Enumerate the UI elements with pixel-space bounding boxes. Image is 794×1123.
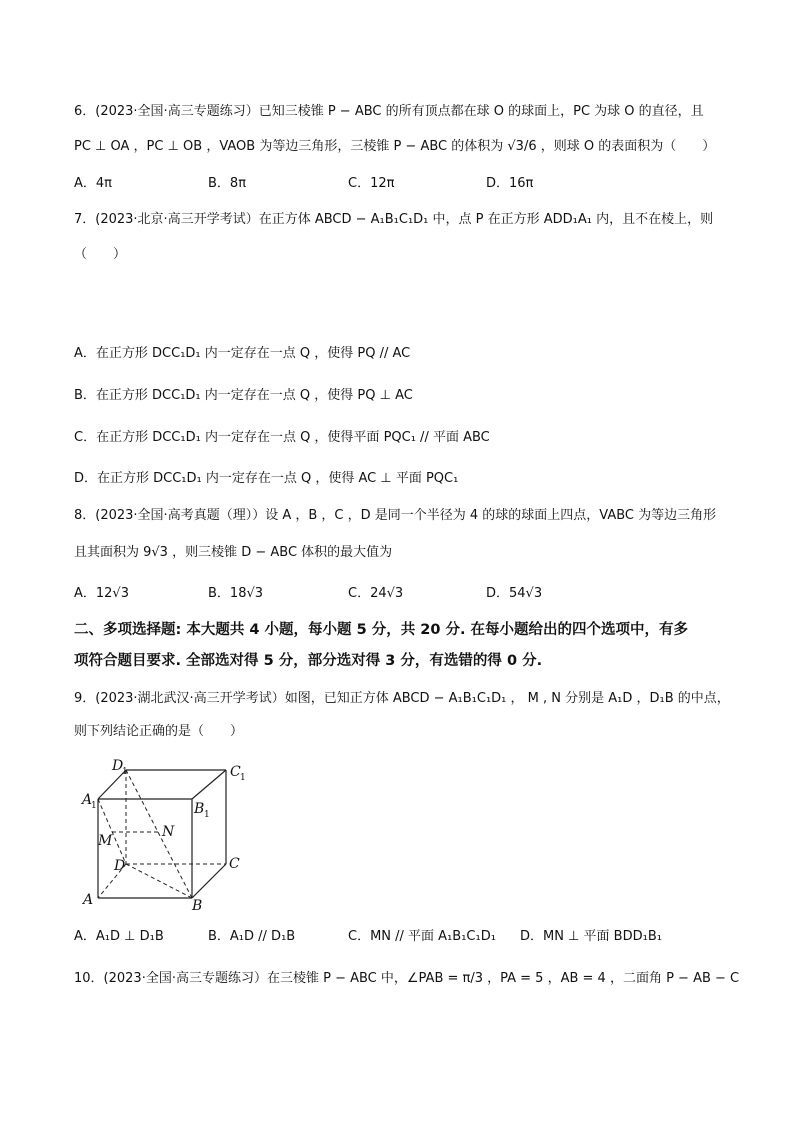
label-d1-sub: 1 — [122, 767, 128, 777]
q6-option-d: D．16π — [486, 176, 534, 191]
q8-option-c: C．24√3 — [348, 586, 404, 601]
q9-option-a: A．A₁D ⊥ D₁B — [74, 929, 164, 944]
label-a: A — [83, 892, 94, 908]
q9-option-c: C．MN // 平面 A₁B₁C₁D₁ — [348, 929, 496, 944]
q9-option-b: B．A₁D // D₁B — [208, 929, 296, 944]
q7-option-b: B．在正方形 DCC₁D₁ 内一定存在一点 Q ，使得 PQ ⊥ AC — [74, 388, 413, 403]
label-b1: B — [194, 801, 205, 817]
q9-line1: 9．(2023·湖北武汉·高三开学考试）如图，已知正方体 ABCD − A₁B₁C₁D₁ ， M , N 分别是 A₁D ，D₁B 的中点， — [74, 691, 730, 706]
q8-option-d: D．54√3 — [486, 586, 543, 601]
label-d1: D — [112, 758, 124, 774]
q6-option-c: C．12π — [348, 176, 395, 191]
q7-line2: （ ） — [74, 247, 127, 262]
q9-line2: 则下列结论正确的是（ ） — [74, 724, 244, 739]
label-c: C — [229, 856, 240, 872]
q7-line1: 7．(2023·北京·高三开学考试）在正方体 ABCD − A₁B₁C₁D₁ 中，点 P 在正方形 ADD₁A₁ 内，且不在棱上，则 — [74, 212, 714, 227]
section2-heading-line2: 项符合题目要求. 全部选对得 5 分，部分选对得 3 分，有选错的得 0 分. — [74, 653, 543, 669]
q9-option-d: D．MN ⊥ 平面 BDD₁B₁ — [520, 929, 662, 944]
label-a1-sub: 1 — [91, 801, 97, 811]
q7-option-d: D．在正方形 DCC₁D₁ 内一定存在一点 Q ，使得 AC ⊥ 平面 PQC₁ — [74, 471, 459, 486]
q8-line2: 且其面积为 9√3 ，则三棱锥 D − ABC 体积的最大值为 — [74, 545, 393, 560]
label-a1: A — [82, 792, 93, 808]
cube-figure — [70, 752, 260, 914]
q6-option-a: A．4π — [74, 176, 112, 191]
label-b: B — [192, 898, 203, 914]
label-d: D — [114, 858, 126, 874]
label-c1-sub: 1 — [240, 773, 246, 783]
q6-line1: 6．(2023·全国·高三专题练习）已知三棱锥 P − ABC 的所有顶点都在球 O 的球面上，PC 为球 O 的直径，且 — [74, 104, 704, 119]
q8-option-b: B．18√3 — [208, 586, 264, 601]
q6-line2: PC ⊥ OA ，PC ⊥ OB ，VAOB 为等边三角形，三棱锥 P − ABC 的体积为 √3/6 ，则球 O 的表面积为（ ） — [74, 139, 716, 154]
q8-line1: 8．(2023·全国·高考真题（理））设 A ，B ，C ，D 是同一个半径为 4 的球的球面上四点，VABC 为等边三角形 — [74, 508, 717, 523]
q10-line1: 10．(2023·全国·高三专题练习）在三棱锥 P − ABC 中，∠PAB = π/3 ，PA = 5 ，AB = 4 ，二面角 P − AB − C — [74, 971, 740, 986]
label-n: N — [162, 824, 175, 840]
label-b1-sub: 1 — [204, 810, 210, 820]
q8-option-a: A．12√3 — [74, 586, 129, 601]
section2-heading-line1: 二、多项选择题: 本大题共 4 小题，每小题 5 分，共 20 分. 在每小题给出的四个选项中，有多 — [74, 622, 689, 638]
label-c1: C — [230, 764, 241, 780]
q7-option-a: A．在正方形 DCC₁D₁ 内一定存在一点 Q ，使得 PQ // AC — [74, 346, 411, 361]
q7-option-c: C．在正方形 DCC₁D₁ 内一定存在一点 Q ，使得平面 PQC₁ // 平面 ABC — [74, 430, 490, 445]
q6-option-b: B．8π — [208, 176, 247, 191]
label-m: M — [98, 833, 113, 849]
